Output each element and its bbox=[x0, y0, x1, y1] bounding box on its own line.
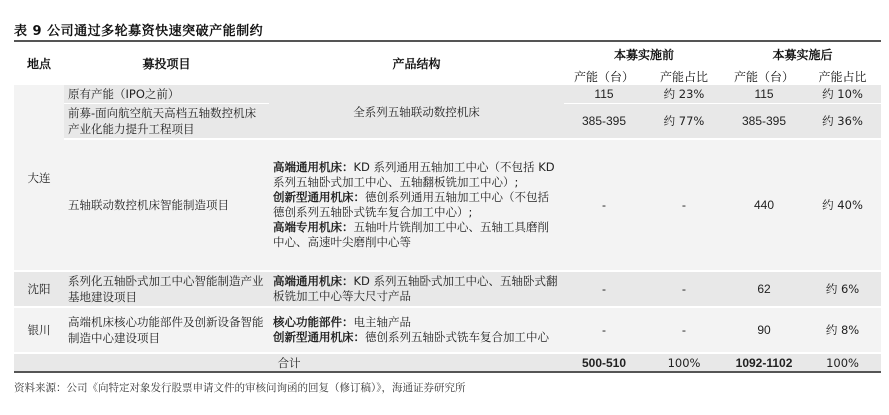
structure-line bbox=[273, 160, 560, 190]
table-row bbox=[14, 271, 881, 307]
structure-line bbox=[273, 330, 560, 345]
structure-text: KD 系列五轴卧式加工中心、五轴卧式翻板铣加工中心等大尺寸产品 bbox=[273, 274, 558, 303]
after-share-cell: 约 40% bbox=[804, 139, 881, 271]
before-share-cell: - bbox=[644, 307, 724, 353]
before-capacity-cell: - bbox=[564, 139, 644, 271]
structure-text: 德创系列通用五轴加工中心（不包括德创系列五轴卧式铣车复合加工中心）; bbox=[273, 190, 549, 219]
total-before-share: 100% bbox=[644, 353, 724, 372]
before-share-cell: - bbox=[644, 271, 724, 307]
structure-text: 五轴叶片铣削加工中心、五轴工具磨削中心、高速叶尖磨削中心等 bbox=[273, 220, 549, 249]
header-before-share: 产能占比 bbox=[660, 69, 709, 84]
table-title: 表 9 公司通过多轮募资快速突破产能制约 bbox=[14, 24, 264, 39]
project-cell: 五轴联动数控机床智能制造项目 bbox=[64, 139, 269, 271]
header-project: 募投项目 bbox=[142, 57, 191, 71]
structure-label: 创新型通用机床： bbox=[273, 330, 365, 344]
location-cell: 大连 bbox=[14, 85, 64, 271]
structure-label: 高端专用机床： bbox=[273, 220, 354, 234]
before-capacity-cell: - bbox=[564, 271, 644, 307]
total-label: 合计 bbox=[14, 353, 564, 372]
structure-line bbox=[273, 190, 560, 220]
capacity-table bbox=[14, 42, 881, 373]
structure-label: 创新型通用机床： bbox=[273, 190, 365, 204]
structure-text: 电主轴产品 bbox=[353, 315, 411, 329]
total-after-share: 100% bbox=[804, 353, 881, 372]
location-cell: 银川 bbox=[14, 307, 64, 353]
table-row bbox=[14, 139, 881, 271]
total-row bbox=[14, 353, 881, 372]
before-share-cell: 约 23% bbox=[644, 85, 724, 103]
header-before: 本募实施前 bbox=[614, 48, 675, 62]
header-after: 本募实施后 bbox=[772, 48, 833, 62]
header-location: 地点 bbox=[26, 57, 51, 71]
structure-label: 高端通用机床： bbox=[273, 274, 354, 288]
before-share-cell: - bbox=[644, 139, 724, 271]
table-row bbox=[14, 307, 881, 353]
before-capacity-cell: 385-395 bbox=[564, 103, 644, 139]
after-capacity-cell: 90 bbox=[724, 307, 804, 353]
table-row bbox=[14, 85, 881, 103]
project-cell: 系列化五轴卧式加工中心智能制造产业基地建设项目 bbox=[64, 271, 269, 307]
structure-cell bbox=[269, 271, 564, 307]
total-before-capacity: 500-510 bbox=[564, 353, 644, 372]
structure-label: 高端通用机床： bbox=[273, 160, 354, 174]
after-share-cell: 约 8% bbox=[804, 307, 881, 353]
structure-cell bbox=[269, 307, 564, 353]
location-cell: 沈阳 bbox=[14, 271, 64, 307]
project-cell: 原有产能（IPO之前） bbox=[64, 85, 269, 103]
source-note: 资料来源：公司《向特定对象发行股票申请文件的审核问询函的回复（修订稿）》，海通证券研究所 bbox=[14, 382, 466, 394]
structure-text: KD 系列通用五轴加工中心（不包括 KD 系列五轴卧式加工中心、五轴翻板铣加工中心）; bbox=[273, 160, 555, 189]
header-row-1 bbox=[14, 42, 881, 67]
structure-cell bbox=[269, 139, 564, 271]
after-capacity-cell: 440 bbox=[724, 139, 804, 271]
project-cell: 高端机床核心功能部件及创新设备智能制造中心建设项目 bbox=[64, 307, 269, 353]
structure-text: 德创系列五轴卧式铣车复合加工中心 bbox=[365, 330, 549, 344]
header-after-share: 产能占比 bbox=[818, 69, 867, 84]
project-cell: 前募-面向航空航天高档五轴数控机床产业化能力提升工程项目 bbox=[64, 103, 269, 139]
after-share-cell: 约 36% bbox=[804, 103, 881, 139]
before-capacity-cell: 115 bbox=[564, 85, 644, 103]
structure-cell: 全系列五轴联动数控机床 bbox=[269, 85, 564, 139]
structure-line bbox=[273, 220, 560, 250]
header-before-capacity: 产能（台） bbox=[573, 69, 634, 84]
header-after-capacity: 产能（台） bbox=[734, 69, 795, 84]
before-share-cell: 约 77% bbox=[644, 103, 724, 139]
before-capacity-cell: - bbox=[564, 307, 644, 353]
structure-line bbox=[273, 274, 560, 304]
after-share-cell: 约 10% bbox=[804, 85, 881, 103]
total-after-capacity: 1092-1102 bbox=[724, 353, 804, 372]
after-capacity-cell: 62 bbox=[724, 271, 804, 307]
after-share-cell: 约 6% bbox=[804, 271, 881, 307]
after-capacity-cell: 385-395 bbox=[724, 103, 804, 139]
structure-label: 核心功能部件： bbox=[273, 315, 354, 329]
structure-line bbox=[273, 315, 560, 330]
after-capacity-cell: 115 bbox=[724, 85, 804, 103]
header-structure: 产品结构 bbox=[392, 57, 441, 71]
